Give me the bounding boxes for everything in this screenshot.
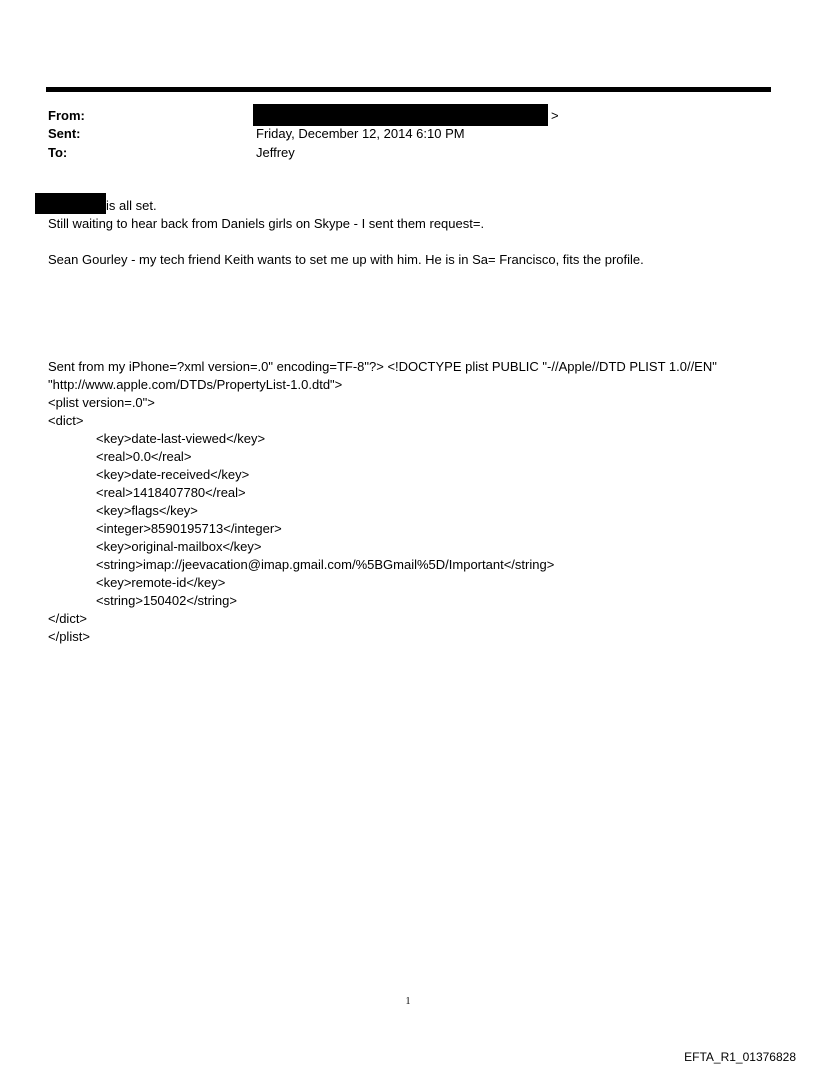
- plist-line: "http://www.apple.com/DTDs/PropertyList-1.0.dtd">: [48, 377, 343, 392]
- plist-line: </dict>: [48, 611, 88, 626]
- plist-line: <key>flags</key>: [96, 503, 198, 518]
- plist-line: <string>150402</string>: [96, 593, 237, 608]
- redaction-name: [35, 193, 106, 214]
- plist-line: <key>original-mailbox</key>: [96, 539, 262, 554]
- to-label: To:: [48, 145, 68, 160]
- plist-line: <integer>8590195713</integer>: [96, 521, 282, 536]
- plist-line: Sent from my iPhone=?xml version=.0" encoding=TF-8"?> <!DOCTYPE plist PUBLIC "-//Apple//DTD PLIST 1.0//EN": [48, 359, 717, 374]
- plist-line: <dict>: [48, 413, 84, 428]
- plist-line: <key>date-received</key>: [96, 467, 250, 482]
- header-rule: [46, 87, 771, 92]
- to-value: Jeffrey: [256, 145, 295, 160]
- from-label: From:: [48, 108, 85, 123]
- plist-line: <key>remote-id</key>: [96, 575, 226, 590]
- sent-label: Sent:: [48, 126, 81, 141]
- body-line-waiting: Still waiting to hear back from Daniels girls on Skype - I sent them request=.: [48, 216, 485, 231]
- plist-line: <real>1418407780</real>: [96, 485, 246, 500]
- plist-line: <key>date-last-viewed</key>: [96, 431, 266, 446]
- body-line-sean: Sean Gourley - my tech friend Keith wants to set me up with him. He is in Sa= Francisco, fits the profile.: [48, 252, 644, 267]
- bates-number: EFTA_R1_01376828: [684, 1050, 796, 1064]
- plist-line: <string>imap://jeevacation@imap.gmail.com/%5BGmail%5D/Important</string>: [96, 557, 555, 572]
- plist-line: <real>0.0</real>: [96, 449, 192, 464]
- from-suffix: >: [551, 108, 559, 123]
- page-number: 1: [405, 996, 411, 1007]
- redaction-from-address: [253, 104, 548, 126]
- plist-line: <plist version=.0">: [48, 395, 155, 410]
- body-line-status: is all set.: [106, 198, 157, 213]
- plist-line: </plist>: [48, 629, 90, 644]
- sent-value: Friday, December 12, 2014 6:10 PM: [256, 126, 465, 141]
